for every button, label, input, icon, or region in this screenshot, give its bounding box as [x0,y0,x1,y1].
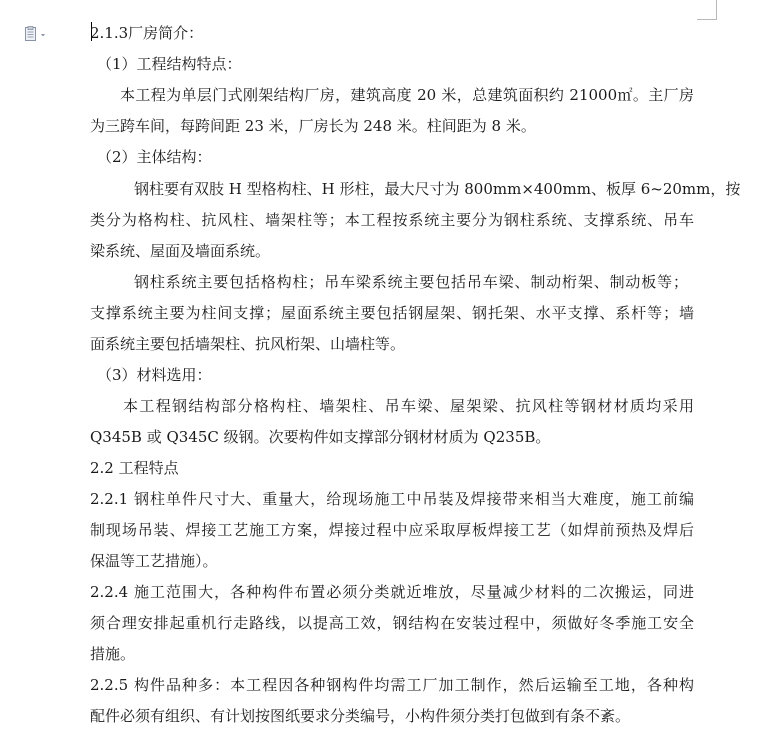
paragraph-line: 钢柱要有双肢 H 型格构柱、H 形柱，最大尺寸为 800mm×400mm、板厚 6~20mm，按 [134,180,741,198]
paste-options-icon[interactable] [24,26,50,44]
paragraph-line: 2.2.1 钢柱单件尺寸大、重量大，给现场施工中吊装及焊接带来相当大难度，施工前编 [90,490,694,508]
paragraph-line: 须合理安排起重机行走路线，以提高工效，钢结构在安装过程中，须做好冬季施工安全 [90,614,694,632]
paragraph-line: 配件必须有组织、有计划按图纸要求分类编号，小构件须分类打包做到有条不紊。 [90,707,631,725]
paragraph-line: 支撑系统主要为柱间支撑；屋面系统主要包括钢屋架、钢托架、水平支撑、系杆等；墙 [90,304,694,322]
page-corner-mark-vertical [716,0,717,19]
paragraph-line: Q345B 或 Q345C 级钢。次要构件如支撑部分钢材材质为 Q235B。 [90,428,551,446]
page-corner-mark-horizontal [697,19,717,20]
paragraph-line: 本工程钢结构部分格构柱、墙架柱、吊车梁、屋架梁、抗风柱等钢材材质均采用 [123,397,694,415]
heading-2-1-3: 2.1.3厂房简介： [90,24,204,42]
paragraph-line: 2.2.5 构件品种多：本工程因各种钢构件均需工厂加工制作，然后运输至工地，各种构 [90,676,694,694]
paragraph-line: 钢柱系统主要包括格构柱；吊车梁系统主要包括吊车梁、制动桁架、制动板等； [134,273,688,291]
paragraph-line: 本工程为单层门式刚架结构厂房，建筑高度 20 米，总建筑面积约 21000㎡。主厂房 [120,86,694,104]
paragraph-line: 为三跨车间，每跨间距 23 米，厂房长为 248 米。柱间距为 8 米。 [90,117,536,135]
subheading-structure-features: （1）工程结构特点： [97,55,242,73]
paragraph-line: 2.2.4 施工范围大，各种构件布置必须分类就近堆放，尽量减少材料的二次搬运，同进 [90,583,694,601]
paragraph-line: 制现场吊装、焊接工艺施工方案，焊接过程中应采取厚板焊接工艺（如焊前预热及焊后 [90,521,694,539]
paragraph-line: 措施。 [90,645,136,663]
paragraph-line: 梁系统、屋面及墙面系统。 [90,242,271,260]
paragraph-line: 保温等工艺措施）。 [90,552,218,570]
subheading-main-structure: （2）主体结构： [97,148,212,166]
paragraph-line: 面系统主要包括墙架柱、抗风桁架、山墙柱等。 [90,335,406,353]
subheading-material-selection: （3）材料选用： [97,366,212,384]
paragraph-line: 类分为格构柱、抗风柱、墙架柱等；本工程按系统主要分为钢柱系统、支撑系统、吊车 [90,211,694,229]
heading-2-2: 2.2 工程特点 [90,459,179,477]
